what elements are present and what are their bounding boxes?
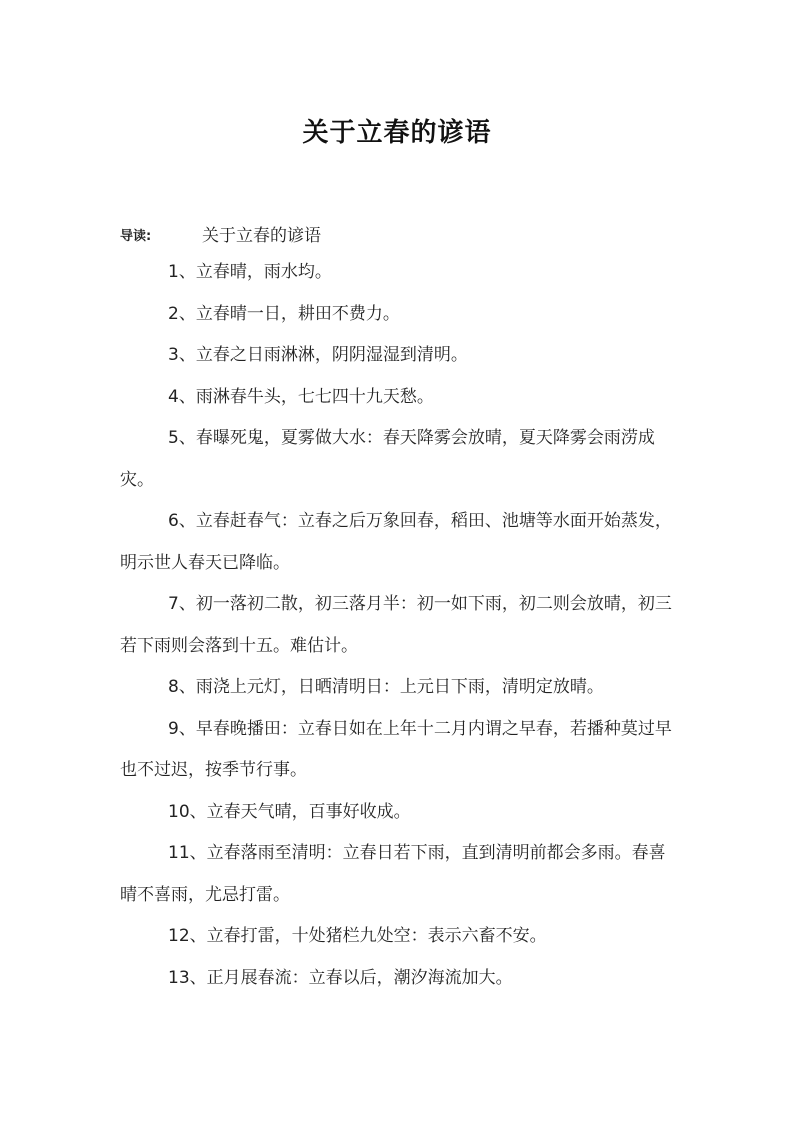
document-title: 关于立春的谚语 [302,118,492,148]
proverb-item: 9、早春晚播田：立春日如在上年十二月内谓之早春，若播种莫过早也不过迟，按季节行事。 [120,718,672,780]
proverb-item: 8、雨浇上元灯，日晒清明日：上元日下雨，清明定放晴。 [168,677,604,697]
proverb-item: 12、立春打雷，十处猪栏九处空：表示六畜不安。 [168,926,547,946]
proverb-item: 5、春曝死鬼，夏雾做大水：春天降雾会放晴，夏天降雾会雨涝成灾。 [120,428,655,490]
proverb-list [120,252,680,999]
proverb-item: 7、初一落初二散，初三落月半：初一如下雨，初二则会放晴，初三若下雨则会落到十五。难估计。 [120,594,672,656]
intro-text: 关于立春的谚语 [202,226,321,246]
intro-label: 导读: [120,229,152,244]
proverb-item: 6、立春赶春气：立春之后万象回春，稻田、池塘等水面开始蒸发，明示世人春天已降临。 [120,511,672,573]
proverb-item: 13、正月展春流：立春以后，潮汐海流加大。 [168,967,513,988]
proverb-item: 3、立春之日雨淋淋，阴阴湿湿到清明。 [168,345,468,365]
proverb-item: 2、立春晴一日，耕田不费力。 [168,303,400,324]
proverb-item: 10、立春天气晴，百事好收成。 [168,801,411,822]
proverb-item: 4、雨淋春牛头，七七四十九天愁。 [168,386,434,407]
proverb-item: 11、立春落雨至清明：立春日若下雨，直到清明前都会多雨。春喜晴不喜雨，尤忌打雷。 [120,843,666,905]
intro-line [120,221,680,245]
proverb-item: 1、立春晴，雨水均。 [168,262,332,282]
